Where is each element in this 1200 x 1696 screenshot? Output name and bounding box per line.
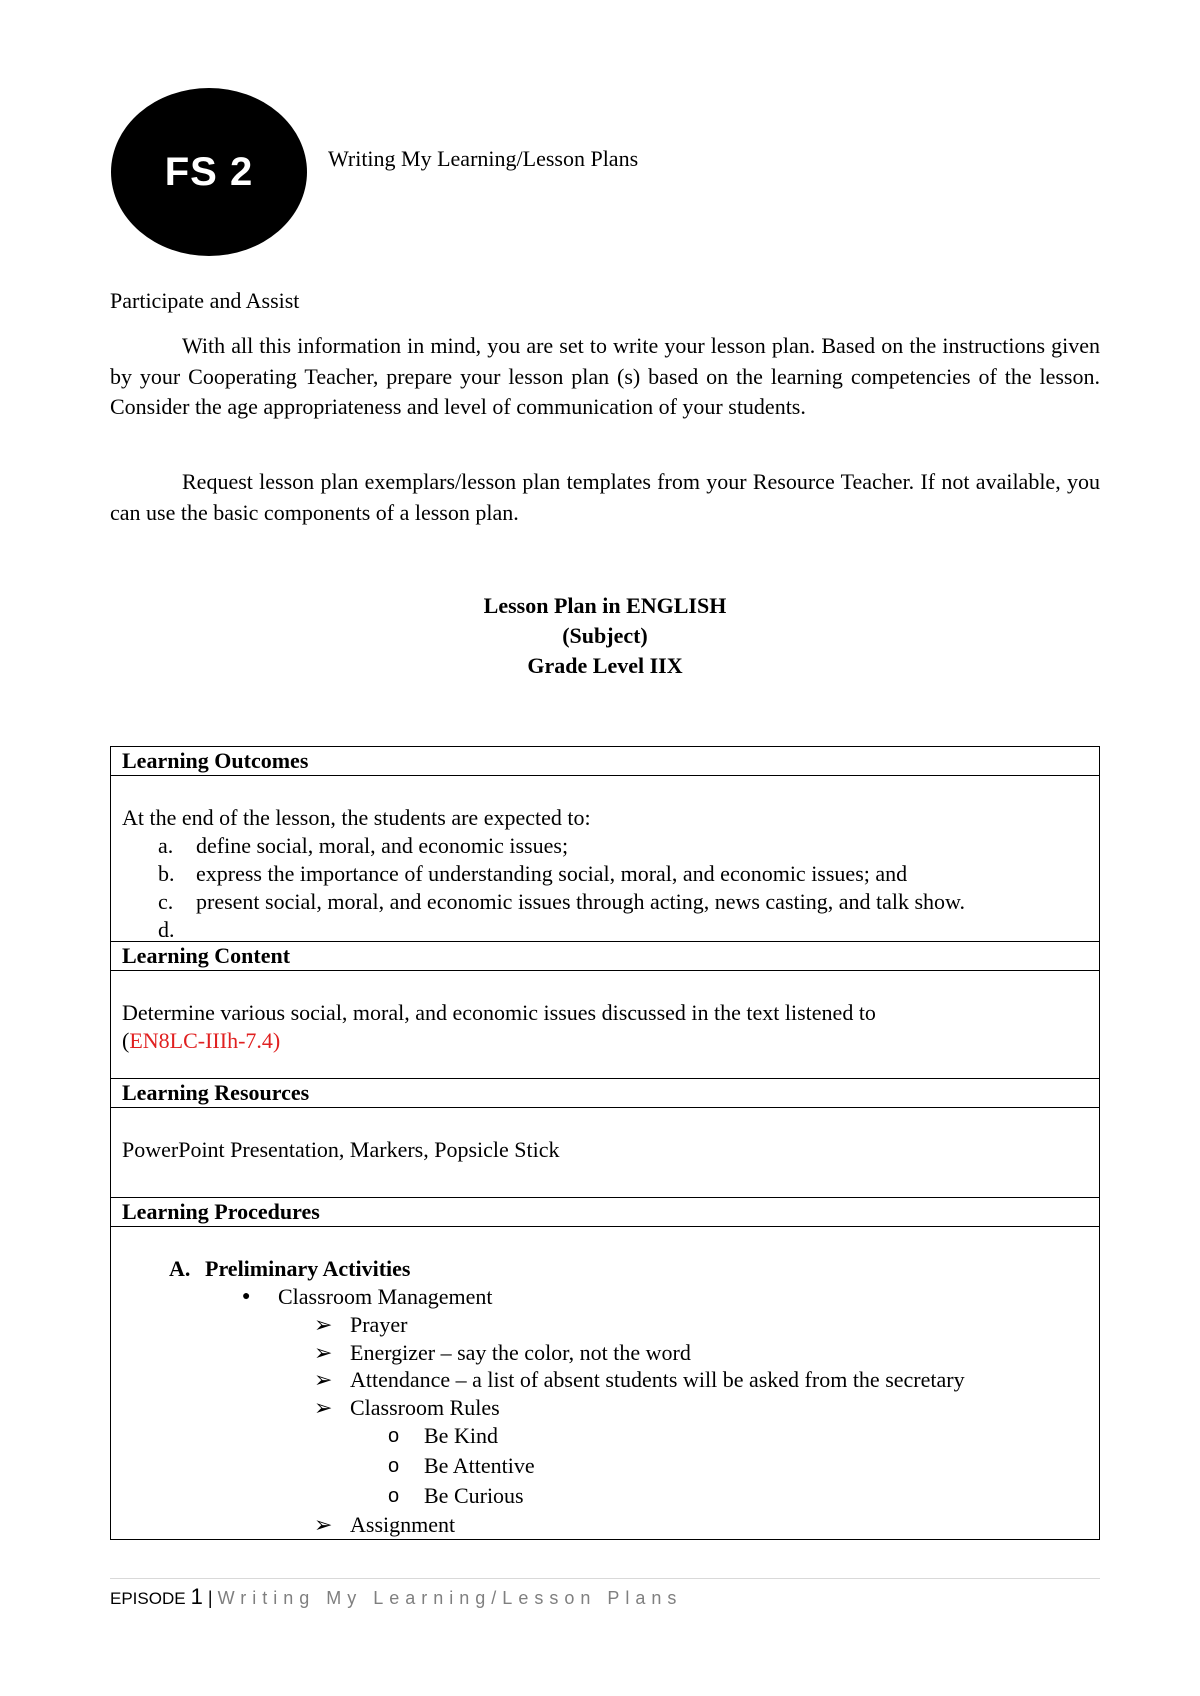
lesson-plan-heading <box>110 591 1100 681</box>
list-item <box>122 1394 1099 1422</box>
intro-paragraph-2: Request lesson plan exemplars/lesson plan templates from your Resource Teacher. If not available, you can use the basic components of a lesson plan. <box>110 469 1100 525</box>
list-text: Be Curious <box>424 1483 524 1508</box>
intro-paragraph-1: With all this information in mind, you are set to write your lesson plan. Based on the instructions given by your Cooperating Teacher, prepare your lesson plan (s) based on the learning competencies of the lesson. Consider the age appropriateness and level of communication of your students. <box>110 333 1100 419</box>
competency-code <box>122 1027 1099 1055</box>
content-heading: Learning Content <box>111 942 1099 971</box>
competency-code-value: EN8LC-IIIh-7.4 <box>129 1028 273 1053</box>
list-text: Classroom Management <box>278 1284 493 1309</box>
list-text: Attendance – a list of absent students will be asked from the secretary <box>350 1367 965 1392</box>
footer-divider <box>110 1578 1100 1579</box>
footer-separator: | <box>207 1588 213 1608</box>
list-item <box>122 1339 1099 1367</box>
fs2-badge <box>111 88 307 256</box>
list-text: present social, moral, and economic issues through acting, news casting, and talk show. <box>196 889 966 914</box>
list-item <box>122 1511 1099 1539</box>
list-text: Classroom Rules <box>350 1394 500 1420</box>
plan-grade: Grade Level IIX <box>527 653 683 678</box>
list-letter: d. <box>158 917 175 942</box>
list-text: Energizer – say the color, not the word <box>350 1339 691 1365</box>
list-item <box>122 1481 1099 1511</box>
list-item <box>122 1311 1099 1339</box>
header-title: Writing My Learning/Lesson Plans <box>328 146 639 171</box>
list-text: express the importance of understanding social, moral, and economic issues; and <box>196 861 908 886</box>
outcomes-heading: Learning Outcomes <box>111 747 1099 776</box>
resources-text: PowerPoint Presentation, Markers, Popsicle Stick <box>122 1137 560 1162</box>
list-letter: c. <box>158 889 174 914</box>
arrow-bullet-icon: ➢ <box>314 1512 333 1537</box>
plan-subject: (Subject) <box>562 623 648 648</box>
code-open-paren: ( <box>122 1028 130 1053</box>
list-item <box>122 1283 1099 1311</box>
list-item <box>122 1421 1099 1451</box>
code-close-paren: ) <box>272 1028 281 1053</box>
lesson-plan-table <box>110 746 1100 1540</box>
arrow-bullet-icon: ➢ <box>314 1339 333 1365</box>
list-item <box>122 1366 1099 1394</box>
list-item <box>122 860 1099 888</box>
circle-bullet-icon: o <box>388 1455 400 1477</box>
section-letter: A. <box>169 1256 191 1281</box>
footer-episode: EPISODE <box>110 1589 186 1608</box>
list-item <box>122 1451 1099 1481</box>
arrow-bullet-icon: ➢ <box>314 1312 333 1337</box>
list-text: Be Attentive <box>424 1453 535 1478</box>
section-title: Preliminary Activities <box>205 1256 411 1281</box>
arrow-bullet-icon: ➢ <box>314 1367 333 1392</box>
page-footer <box>110 1584 682 1610</box>
list-letter: b. <box>158 861 175 886</box>
footer-subtitle: Writing My Learning/Lesson Plans <box>217 1588 683 1608</box>
content-body <box>111 971 1099 1079</box>
list-text: Be Kind <box>424 1423 498 1448</box>
arrow-bullet-icon: ➢ <box>314 1394 333 1420</box>
list-item <box>122 916 1099 944</box>
outcomes-intro: At the end of the lesson, the students are expected to: <box>122 805 591 830</box>
plan-title: Lesson Plan in ENGLISH <box>483 593 727 618</box>
list-text: Assignment <box>350 1512 456 1537</box>
list-item <box>122 832 1099 860</box>
procedures-heading: Learning Procedures <box>111 1198 1099 1227</box>
content-text: Determine various social, moral, and economic issues discussed in the text listened to <box>122 1000 876 1025</box>
section-label: Participate and Assist <box>110 288 300 313</box>
resources-heading: Learning Resources <box>111 1079 1099 1108</box>
bullet-icon: ● <box>242 1289 251 1304</box>
badge-text: FS 2 <box>164 149 254 194</box>
list-text: Prayer <box>350 1312 408 1337</box>
preliminary-activities <box>122 1255 1099 1283</box>
footer-episode-number: 1 <box>190 1584 203 1609</box>
circle-bullet-icon: o <box>388 1425 400 1447</box>
list-text: define social, moral, and economic issues; <box>196 833 569 858</box>
procedures-body <box>111 1227 1099 1539</box>
circle-bullet-icon: o <box>388 1485 400 1507</box>
outcomes-body <box>111 776 1099 942</box>
resources-body <box>111 1108 1099 1198</box>
list-letter: a. <box>158 833 174 858</box>
list-item <box>122 888 1099 916</box>
